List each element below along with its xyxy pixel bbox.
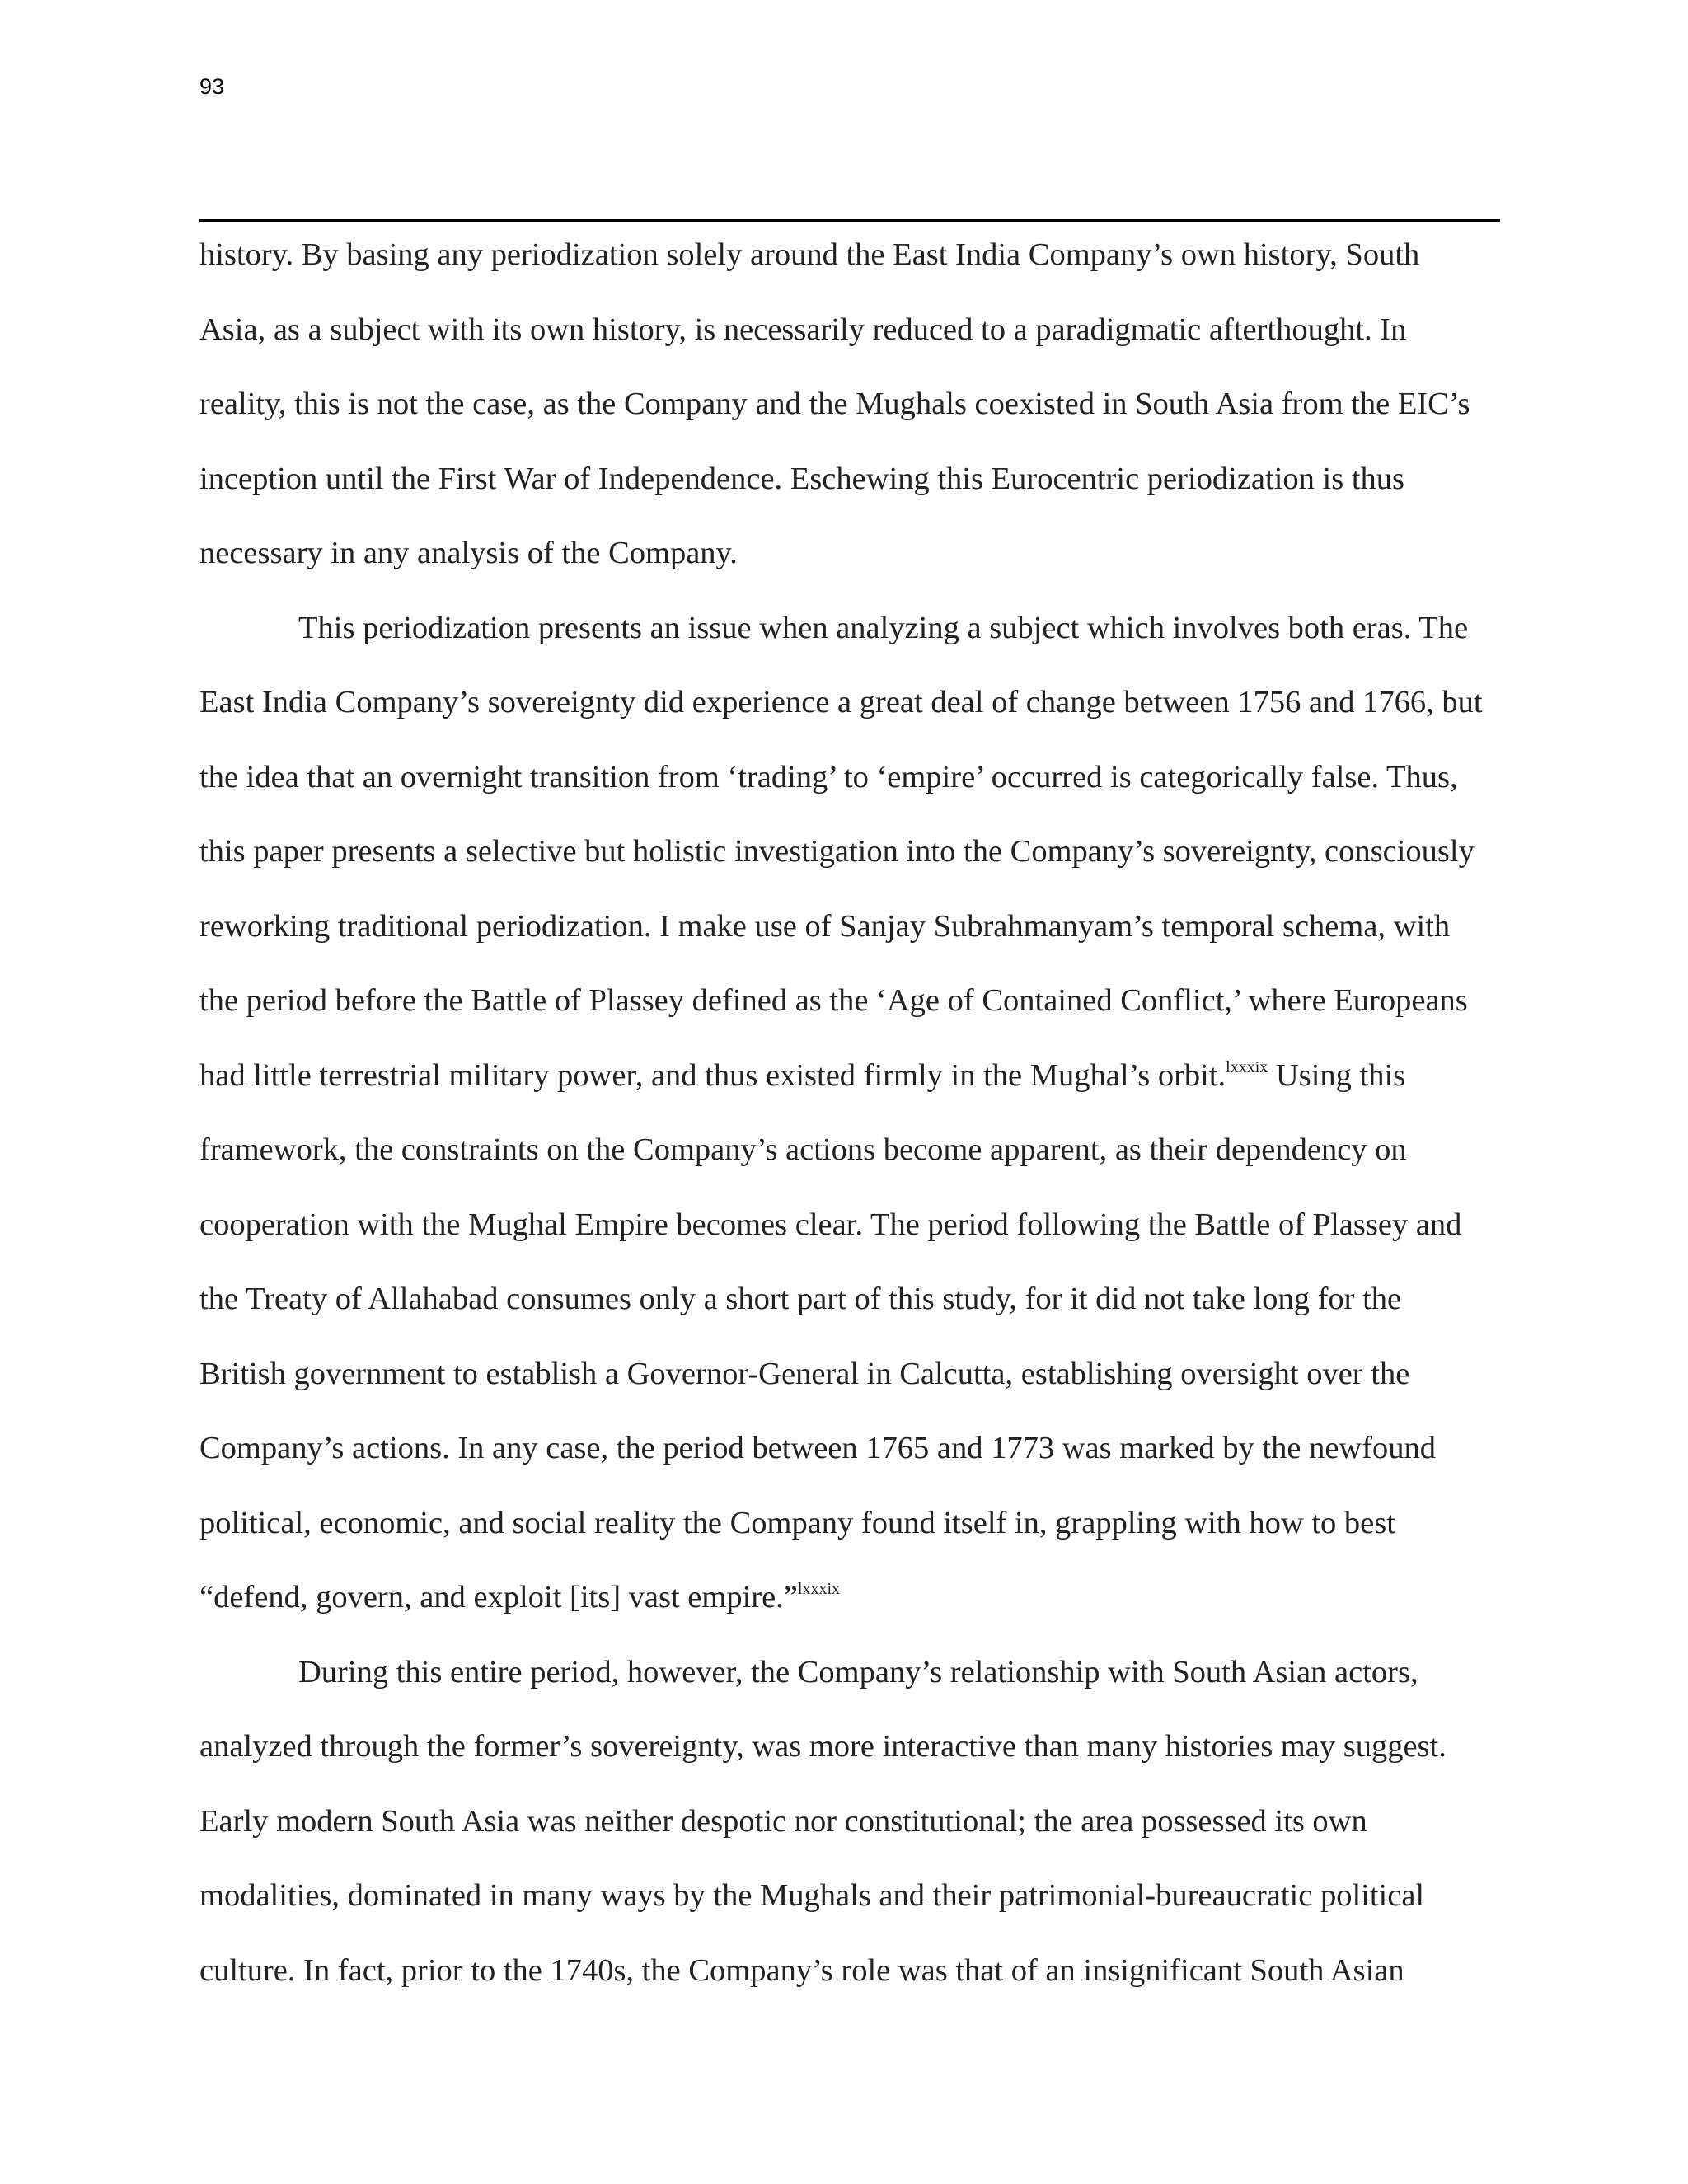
text-line: the idea that an overnight transition from ‘trading’ to ‘empire’ occurred is categorically false. Thus, <box>199 759 1458 794</box>
text-line: modalities, dominated in many ways by the Mughals and their patrimonial-bureaucratic political <box>199 1878 1425 1913</box>
endnote-marker[interactable]: lxxxix <box>1226 1057 1268 1076</box>
endnote-marker[interactable]: lxxxix <box>797 1580 841 1598</box>
text-line: reality, this is not the case, as the Company and the Mughals coexisted in South Asia from the EIC’s <box>199 387 1470 421</box>
text-line: reworking traditional periodization. I make use of Sanjay Subrahmanyam’s temporal schema, with <box>199 908 1451 944</box>
footnote-separator-rule <box>199 219 1500 222</box>
text-line: the Treaty of Allahabad consumes only a short part of this study, for it did not take long for the <box>199 1282 1402 1316</box>
paragraph-start-line: This periodization presents an issue when analyzing a subject which involves both eras. The <box>298 610 1469 645</box>
text-line <box>199 1053 1500 1128</box>
text-line: Company’s actions. In any case, the period between 1765 and 1773 was marked by the newfound <box>199 1431 1437 1465</box>
text-segment: had little terrestrial military power, and thus existed firmly in the Mughal’s orbit. <box>199 1057 1226 1093</box>
text-line: political, economic, and social reality the Company found itself in, grappling with how to best <box>199 1505 1395 1540</box>
text-segment: “defend, govern, and exploit [its] vast empire.” <box>199 1580 798 1615</box>
text-line: framework, the constraints on the Company’s actions become apparent, as their dependency on <box>199 1132 1407 1167</box>
text-line: analyzed through the former’s sovereignty, was more interactive than many histories may suggest. <box>199 1729 1447 1764</box>
text-line: inception until the First War of Independence. Eschewing this Eurocentric periodization is thus <box>199 461 1405 496</box>
text-line <box>199 1575 1500 1650</box>
text-line: British government to establish a Governor-General in Calcutta, establishing oversight over the <box>199 1356 1410 1391</box>
text-line: cooperation with the Mughal Empire becomes clear. The period following the Battle of Plassey and <box>199 1207 1462 1242</box>
text-line: culture. In fact, prior to the 1740s, the Company’s role was that of an insignificant South Asian <box>199 1952 1404 1988</box>
text-line: the period before the Battle of Plassey defined as the ‘Age of Contained Conflict,’ where Europeans <box>199 983 1468 1018</box>
text-line: this paper presents a selective but holistic investigation into the Company’s sovereignty, consciously <box>199 834 1475 869</box>
text-line: necessary in any analysis of the Company. <box>199 536 738 570</box>
text-segment: Using this <box>1268 1057 1406 1093</box>
text-line: history. By basing any periodization solely around the East India Company’s own history, South <box>199 237 1420 272</box>
paragraph-start-line: During this entire period, however, the Company’s relationship with South Asian actors, <box>298 1654 1418 1690</box>
text-line: East India Company’s sovereignty did experience a great deal of change between 1756 and 1766, but <box>199 685 1483 719</box>
text-line: Asia, as a subject with its own history, is necessarily reduced to a paradigmatic afterthought. In <box>199 312 1407 347</box>
page-number: 93 <box>199 74 225 99</box>
text-line: Early modern South Asia was neither despotic nor constitutional; the area possessed its own <box>199 1803 1367 1839</box>
body-text <box>199 232 1500 2022</box>
